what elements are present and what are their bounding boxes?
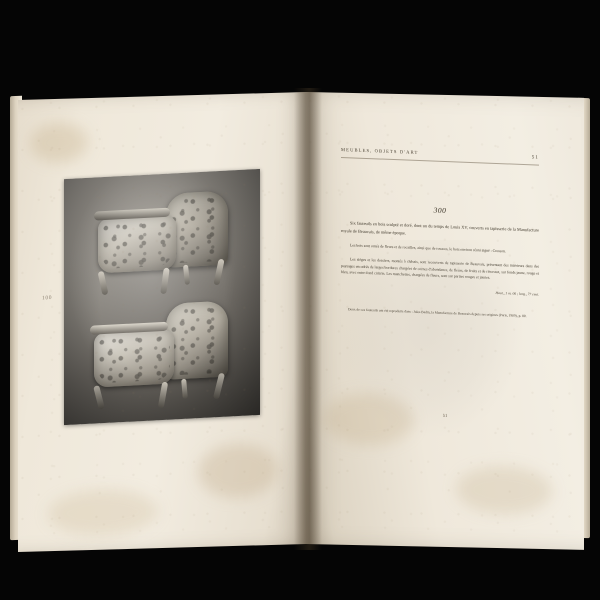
open-book bbox=[18, 92, 584, 544]
entry-paragraph-3: Les sièges et les dossiers, montés à châssis, sont recouverts de tapisserie de Beauvais, présentant des intérieurs dans des paysages encadrés de larges bordures chargées de cornes d'abondance, de fleurs, de fruits et de rinceaux, sur fonds jaune, rouge et bleu, avec entre-fond ciritrin. Les manchettes, chargées de fleurs, sont sur parties rouges et jaunes. bbox=[341, 257, 539, 281]
paper-stain bbox=[324, 392, 414, 446]
photographic-plate bbox=[64, 169, 260, 425]
paper-stain bbox=[456, 465, 552, 515]
left-page-folio: 100 bbox=[42, 294, 53, 302]
footnote: Deux de ces fauteuils ont été reproduits dans : Jules Badin, la Manufacture de Beauvais depuis ses origines (Paris, 1909), p. 80. bbox=[348, 307, 527, 318]
left-page bbox=[18, 92, 306, 552]
dimensions-line: Haut., 1 m. 06 ; larg., 77 cent. bbox=[495, 290, 539, 297]
catalogue-entry-number: 300 bbox=[433, 205, 447, 216]
running-head-page-number: 51 bbox=[531, 155, 539, 161]
paper-stain bbox=[198, 443, 278, 499]
right-page-folio: 51 bbox=[442, 412, 448, 418]
running-head-title: MEUBLES, OBJETS D'ART bbox=[341, 147, 419, 155]
paper-stain bbox=[48, 488, 158, 537]
entry-paragraph-1: Six fauteuils en bois sculpté et doré, dont un du temps de Louis XV, couverts en tapisserie de la Manufacture royale de Beauvais, de même époque. bbox=[341, 220, 539, 236]
paper-stain bbox=[30, 122, 88, 164]
plate-vignette bbox=[64, 169, 260, 425]
text-block bbox=[341, 147, 539, 324]
running-head bbox=[341, 147, 539, 166]
right-page bbox=[306, 92, 584, 550]
entry-paragraph-2: Les bois sont ornés de fleurs et de rocailles, ainsi que de rosaces, le bois environ réuni signé : Cresson. bbox=[350, 243, 506, 254]
